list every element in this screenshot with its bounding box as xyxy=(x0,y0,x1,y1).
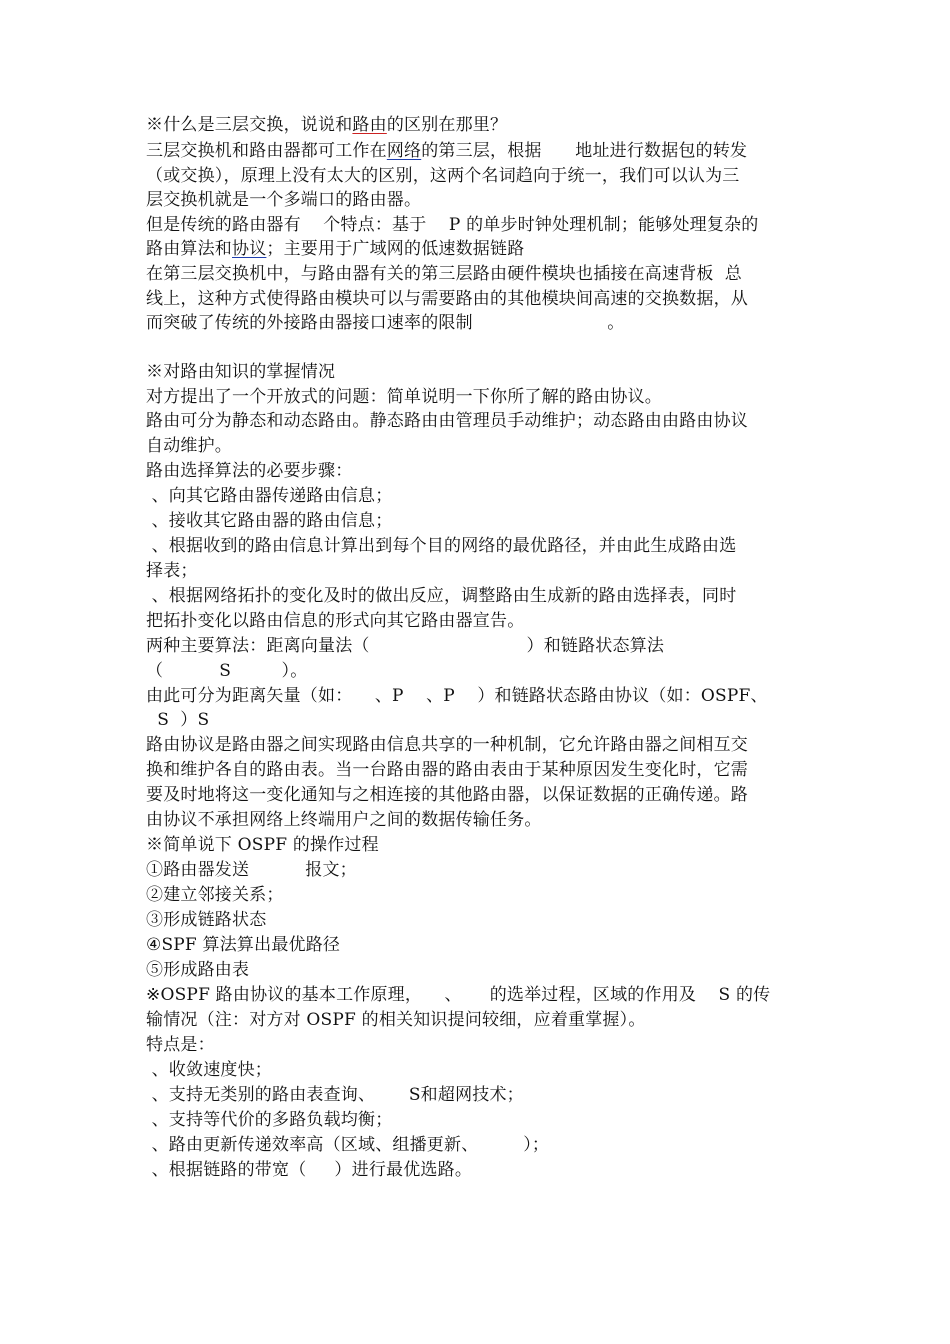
paragraph-line: 路由协议是路由器之间实现路由信息共享的一种机制，它允许路由器之间相互交 xyxy=(146,735,748,755)
list-item: ⑤形成路由表 xyxy=(146,960,250,980)
list-item: 、收敛速度快； xyxy=(146,1060,273,1080)
paragraph-line: S ）S xyxy=(146,710,210,730)
section-title-ospf-principles: ※OSPF 路由协议的基本工作原理， 、 的选举过程，区域的作用及 S 的传 xyxy=(146,985,771,1005)
paragraph-line: 把拓扑变化以路由信息的形式向其它路由器宣告。 xyxy=(146,611,525,631)
section-title-layer3-switching: ※什么是三层交换，说说和路由的区别在那里？ xyxy=(146,115,508,135)
paragraph-line: 输情况（注：对方对 OSPF 的相关知识提问较细，应着重掌握）。 xyxy=(146,1010,646,1030)
paragraph-line: 由此可分为距离矢量（如： 、P 、P ）和链路状态路由协议（如：OSPF、 xyxy=(146,686,768,706)
link-network[interactable]: 网络 xyxy=(386,141,422,161)
paragraph-line: 而突破了传统的外接路由器接口速率的限制 。 xyxy=(146,313,625,333)
paragraph-line: 特点是： xyxy=(146,1035,215,1055)
paragraph-line: 自动维护。 xyxy=(146,436,232,456)
list-item: 、向其它路由器传递路由信息； xyxy=(146,486,393,506)
paragraph-line: 三层交换机和路由器都可工作在网络的第三层，根据 地址进行数据包的转发 xyxy=(146,141,748,161)
paragraph-line: （ S ）。 xyxy=(146,661,308,681)
list-item: ④SPF 算法算出最优路径 xyxy=(146,935,341,955)
paragraph-line: 换和维护各自的路由表。当一台路由器的路由表由于某种原因发生变化时，它需 xyxy=(146,760,748,780)
list-item: 、根据网络拓扑的变化及时的做出反应，调整路由生成新的路由选择表，同时 xyxy=(146,586,737,606)
paragraph-line: 路由算法和协议；主要用于广域网的低速数据链路 xyxy=(146,239,525,259)
paragraph-line: 在第三层交换机中，与路由器有关的第三层路由硬件模块也插接在高速背板 总 xyxy=(146,264,743,284)
link-protocol[interactable]: 协议 xyxy=(232,239,267,259)
paragraph-line: 由协议不承担网络上终端用户之间的数据传输任务。 xyxy=(146,810,542,830)
section-title-routing-knowledge: ※对路由知识的掌握情况 xyxy=(146,362,336,382)
list-item: 、支持等代价的多路负载均衡； xyxy=(146,1110,393,1130)
list-item: ③形成链路状态 xyxy=(146,910,267,930)
list-item: ②建立邻接关系； xyxy=(146,885,284,905)
list-item: 、路由更新传递效率高（区域、组播更新、 ）； xyxy=(146,1135,550,1155)
list-item: 、支持无类别的路由表查询、 S和超网技术； xyxy=(146,1085,524,1105)
paragraph-line: 择表； xyxy=(146,561,198,581)
paragraph-line: 层交换机就是一个多端口的路由器。 xyxy=(146,190,422,210)
link-routing[interactable]: 路由 xyxy=(352,115,387,135)
list-item: 、根据链路的带宽（ ）进行最优选路。 xyxy=(146,1160,473,1180)
paragraph-line: 两种主要算法：距离向量法（ ）和链路状态算法 xyxy=(146,636,665,656)
paragraph-line: 但是传统的路由器有 个特点：基于 P 的单步时钟处理机制；能够处理复杂的 xyxy=(146,215,759,235)
paragraph-line: 线上，这种方式使得路由模块可以与需要路由的其他模块间高速的交换数据，从 xyxy=(146,289,748,309)
paragraph-line: 路由可分为静态和动态路由。静态路由由管理员手动维护；动态路由由路由协议 xyxy=(146,411,748,431)
paragraph-line: 路由选择算法的必要步骤： xyxy=(146,461,353,481)
list-item: ①路由器发送 报文； xyxy=(146,860,357,880)
list-item: 、接收其它路由器的路由信息； xyxy=(146,511,393,531)
paragraph-line: 对方提出了一个开放式的问题：简单说明一下你所了解的路由协议。 xyxy=(146,387,662,407)
paragraph-line: （或交换），原理上没有太大的区别，这两个名词趋向于统一，我们可以认为三 xyxy=(146,166,740,186)
section-title-ospf-process: ※简单说下 OSPF 的操作过程 xyxy=(146,835,379,855)
paragraph-line: 要及时地将这一变化通知与之相连接的其他路由器，以保证数据的正确传递。路 xyxy=(146,785,748,805)
list-item: 、根据收到的路由信息计算出到每个目的网络的最优路径，并由此生成路由选 xyxy=(146,536,737,556)
